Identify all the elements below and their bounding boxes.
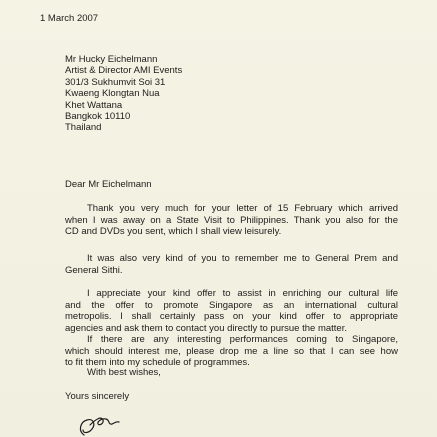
paragraph-line: Thank you very much for your letter of 15 February which arrived bbox=[87, 203, 398, 214]
paragraph-line: agencies and ask them to contact you directly to pursue the matter. bbox=[65, 322, 347, 334]
signoff: Yours sincerely bbox=[65, 391, 130, 402]
recipient-address bbox=[65, 54, 182, 134]
address-line: Kwaeng Klongtan Nua bbox=[65, 88, 160, 100]
handwritten-signature bbox=[70, 410, 130, 437]
paragraph-line: to fit them into my schedule of programmes. bbox=[65, 357, 250, 369]
paragraph-line: CD and DVDs you sent, which I shall view leisurely. bbox=[65, 226, 282, 238]
paragraph-offer bbox=[65, 288, 398, 334]
paragraph-line: I appreciate your kind offer to assist in enriching our cultural life bbox=[87, 288, 398, 299]
address-line: Khet Wattana bbox=[65, 99, 123, 111]
paragraph-line: which should interest me, please drop me a line so that I can see how bbox=[65, 345, 398, 357]
paragraph-line: If there are any interesting performances coming to Singapore, bbox=[87, 334, 398, 345]
letter-date: 1 March 2007 bbox=[40, 13, 99, 24]
address-line: Bangkok 10110 bbox=[65, 110, 131, 122]
paragraph-line: and the offer to promote Singapore as an international cultural bbox=[65, 299, 398, 311]
address-line: Mr Hucky Eichelmann bbox=[65, 54, 158, 65]
paragraph-line: It was also very kind of you to remember me to General Prem and bbox=[87, 253, 398, 264]
salutation: Dear Mr Eichelmann bbox=[65, 179, 152, 190]
closing-line: With best wishes, bbox=[87, 367, 161, 378]
paragraph-line: when I was away on a State Visit to Philippines. Thank you also for the bbox=[65, 214, 398, 226]
paragraph-line: General Sithi. bbox=[65, 264, 123, 276]
paragraph-line: metropolis. I shall certainly pass on your kind offer to appropriate bbox=[65, 311, 398, 323]
paragraph-performances bbox=[65, 334, 398, 369]
address-line: Artist & Director AMI Events bbox=[65, 65, 183, 77]
address-line: Thailand bbox=[65, 122, 102, 134]
paragraph-thanks bbox=[65, 203, 398, 238]
paragraph-generals bbox=[65, 253, 398, 276]
address-line: 301/3 Sukhumvit Soi 31 bbox=[65, 76, 166, 88]
